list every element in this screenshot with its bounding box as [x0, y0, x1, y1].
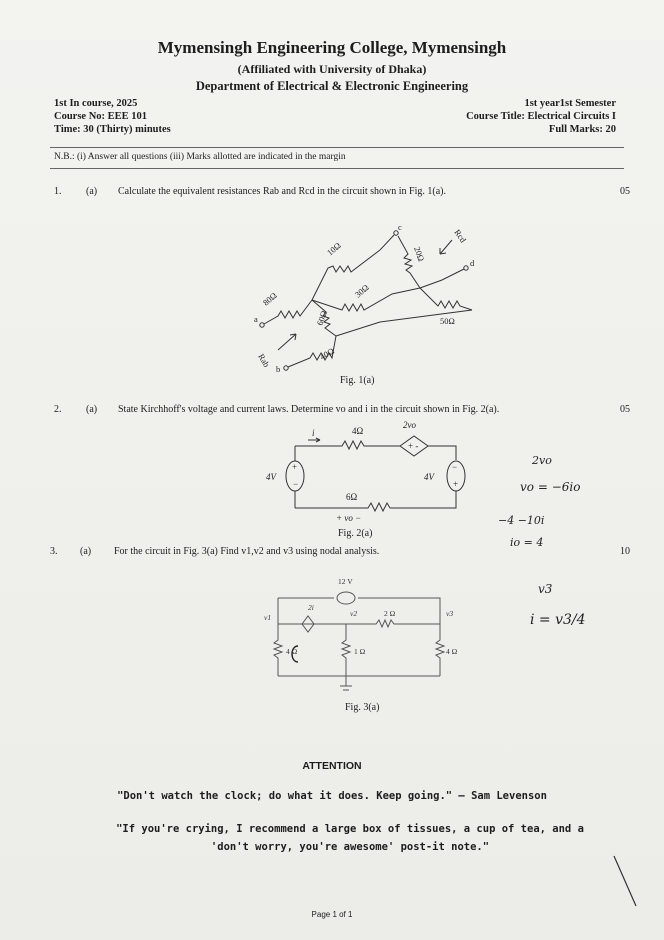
svg-text:−: − — [452, 462, 458, 472]
handwritten-note-6: i = v3/4 — [530, 612, 586, 628]
fig3-caption: Fig. 3(a) — [345, 702, 380, 713]
page-footer: Page 1 of 1 — [311, 910, 353, 919]
svg-text:−: − — [293, 479, 299, 489]
fig2-label-4v-right: 4V — [424, 472, 434, 482]
fig3-label-v3: v3 — [446, 609, 454, 618]
fig1-label-50: 50Ω — [440, 316, 455, 326]
q1-text: Calculate the equivalent resistances Rab and Rcd in the circuit shown in Fig. 1(a). — [118, 186, 446, 197]
fig1-label-20: 20Ω — [412, 245, 427, 263]
fig1-label-b: b — [276, 364, 281, 374]
fig2-circuit-diagram — [260, 418, 480, 528]
terminal-b — [284, 366, 288, 370]
fig1-caption: Fig. 1(a) — [340, 375, 375, 386]
instructions-note: N.B.: (i) Answer all questions (iii) Marks allotted are indicated in the margin — [54, 152, 346, 162]
fig2-label-4v-left: 4V — [266, 472, 276, 482]
fig1-label-d: d — [470, 258, 475, 268]
fig1-label-rcd: Rcd — [452, 227, 469, 245]
exam-time: Time: 30 (Thirty) minutes — [54, 124, 171, 135]
terminal-a — [260, 323, 264, 327]
fig3-label-2ohm: 2 Ω — [384, 609, 396, 618]
department: Department of Electrical & Electronic Engineering — [195, 79, 469, 93]
year-semester: 1st year1st Semester — [524, 98, 616, 109]
fig2-label-4ohm: 4Ω — [352, 426, 364, 436]
q3-text: For the circuit in Fig. 3(a) Find v1,v2 and v3 using nodal analysis. — [114, 546, 380, 557]
svg-text:+: + — [453, 479, 459, 489]
fig2-label-2vo: 2vo — [403, 420, 416, 430]
college-name: Mymensingh Engineering College, Mymensingh — [157, 38, 507, 57]
handwritten-note-4: io = 4 — [510, 536, 544, 549]
fig1-circuit-diagram — [240, 218, 510, 378]
fig3-label-1ohm: 1 Ω — [354, 647, 366, 656]
full-marks: Full Marks: 20 — [548, 124, 616, 135]
svg-text:+: + — [292, 462, 298, 472]
fig1-label-rab: Rab — [256, 352, 272, 369]
q2-number: 2. — [54, 404, 62, 415]
divider-bottom — [50, 168, 624, 169]
q2-part: (a) — [86, 404, 98, 415]
svg-text:+ -: + - — [408, 441, 419, 451]
fig1-label-40: 40Ω — [318, 345, 336, 362]
exam-meta-right — [466, 97, 616, 136]
quote-tissues: "If you're crying, I recommend a large box of tissues, a cup of tea, and a 'don't worry, you're awesome' post-it note." — [116, 823, 584, 853]
attention-heading: ATTENTION — [302, 760, 362, 772]
q3-number: 3. — [50, 546, 58, 557]
terminal-d — [464, 266, 468, 270]
fig3-circuit-diagram — [258, 566, 468, 696]
fig1-label-80: 80Ω — [260, 290, 279, 308]
handwritten-note-5: v3 — [538, 582, 553, 596]
q1-marks: 05 — [620, 186, 630, 197]
q3-marks: 10 — [620, 546, 630, 557]
fig3-label-v2: v2 — [350, 609, 358, 618]
fig3-label-12v: 12 V — [338, 577, 353, 586]
affiliation: (Affiliated with University of Dhaka) — [237, 62, 427, 76]
handwritten-note-2: vo = −6io — [520, 480, 581, 494]
fig2-caption: Fig. 2(a) — [338, 528, 373, 539]
fig1-label-30: 30Ω — [352, 282, 371, 300]
divider-top — [50, 147, 624, 148]
fig1-label-60: 60Ω — [314, 309, 329, 327]
q1-part: (a) — [86, 186, 98, 197]
q1-number: 1. — [54, 186, 62, 197]
q2-text: State Kirchhoff's voltage and current laws. Determine vo and i in the circuit shown in Fig. 2(a). — [118, 404, 500, 415]
quote-levenson: "Don't watch the clock; do what it does. Keep going." – Sam Levenson — [117, 790, 547, 802]
fig3-label-v1: v1 — [264, 613, 272, 622]
course-title: Course Title: Electrical Circuits I — [466, 111, 616, 122]
fig2-label-vo: + vo − — [336, 513, 362, 523]
fig1-label-10: 10Ω — [324, 240, 343, 258]
source-12v — [337, 592, 355, 604]
handwritten-note-1: 2vo — [532, 454, 552, 467]
fig2-label-i: i — [312, 428, 315, 438]
fig3-label-4ohm-right: 4 Ω — [446, 647, 458, 656]
q3-part: (a) — [80, 546, 92, 557]
exam-meta-left — [54, 97, 171, 136]
fig2-label-6ohm: 6Ω — [346, 492, 358, 502]
fig3-label-4ohm-left: 4 Ω — [286, 647, 298, 656]
handwritten-note-3: −4 −10i — [498, 514, 545, 527]
course-number: Course No: EEE 101 — [54, 111, 148, 122]
exam-name: 1st In course, 2025 — [54, 98, 138, 109]
fig1-label-c: c — [398, 222, 402, 232]
fig3-label-2i: 2i — [308, 603, 314, 612]
q2-marks: 05 — [620, 404, 630, 415]
pen-stroke-mark — [610, 852, 640, 912]
fig1-label-a: a — [254, 314, 258, 324]
